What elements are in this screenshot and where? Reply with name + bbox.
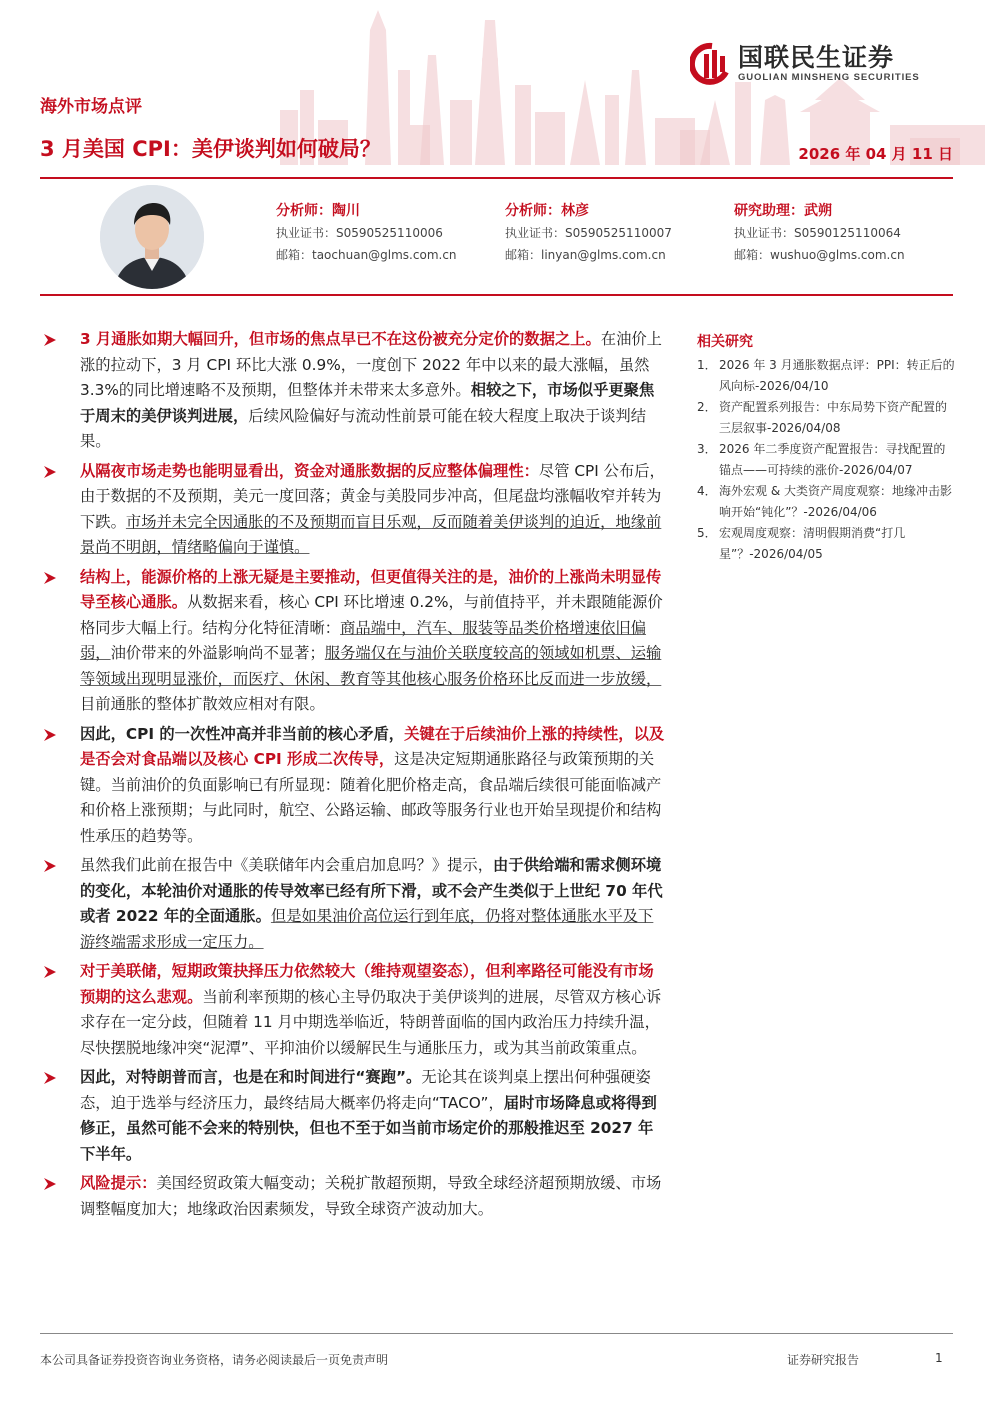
company-logo [690, 38, 960, 90]
footer-divider [40, 1333, 953, 1334]
arrow-bullet-icon [44, 466, 56, 478]
logo-mark-icon [690, 42, 730, 86]
analyst-email[interactable]: 邮箱：taochuan@glms.com.cn [276, 248, 457, 262]
related-item[interactable]: 1． 2026 年 3 月通胀数据点评：PPI：转正后的风向标-2026/04/10 [697, 358, 955, 393]
report-category: 海外市场点评 [40, 97, 142, 117]
bullet-paragraph: 3 月通胀如期大幅回升，但市场的焦点早已不在这份被充分定价的数据之上。在油价上涨的拉动下，3 月 CPI 环比大涨 0.9%，一度创下 2022 年中以来的最大涨幅，虽然 3.3%的同比增速略不及预期，但整体并未带来太多意外。相较之下，市场似乎更聚焦于周末的美伊谈判进展，后续风险偏好与流动性前景可能在较大程度上取决于谈判结果。 [40, 327, 665, 455]
related-research-title: 相关研究 [697, 334, 753, 350]
bullet-paragraph: 风险提示：美国经贸政策大幅变动；关税扩散超预期，导致全球经济超预期放缓、市场调整幅度加大；地缘政治因素频发，导致全球资产波动加大。 [40, 1171, 665, 1222]
page-number: 1 [935, 1351, 943, 1365]
bullet-paragraph: 虽然我们此前在报告中《美联储年内会重启加息吗？》提示，由于供给端和需求侧环境的变化，本轮油价对通胀的传导效率已经有所下滑，或不会产生类似于上世纪 70 年代或者 2022 年的全面通胀。但是如果油价高位运行到年底，仍将对整体通胀水平及下游终端需求形成一定压力。 [40, 853, 665, 955]
footer-report-type: 证券研究报告 [787, 1353, 860, 1367]
related-research-list [697, 355, 955, 565]
analyst-cert: 执业证书：S0590125110064 [734, 226, 901, 240]
footer-disclaimer: 本公司具备证券投资咨询业务资格，请务必阅读最后一页免责声明 [40, 1353, 389, 1367]
report-title: 3 月美国 CPI：美伊谈判如何破局？ [40, 137, 381, 161]
logo-english-name: GUOLIAN MINSHENG SECURITIES [738, 72, 920, 83]
analyst-name: 研究助理：武朔 [734, 203, 832, 219]
analyst-photo [100, 185, 204, 289]
header-divider [40, 177, 953, 179]
related-item[interactable]: 4． 海外宏观 & 大类资产周度观察：地缘冲击影响开始“钝化”？-2026/04/06 [697, 484, 952, 519]
arrow-bullet-icon [44, 572, 56, 584]
report-body [40, 327, 665, 1226]
arrow-bullet-icon [44, 729, 56, 741]
person-icon [100, 185, 204, 289]
analyst-name: 分析师：陶川 [276, 203, 360, 219]
related-item[interactable]: 5． 宏观周度观察：清明假期消费“打几星”？-2026/04/05 [697, 526, 906, 561]
related-item[interactable]: 3． 2026 年二季度资产配置报告：寻找配置的锚点——可持续的涨价-2026/04/07 [697, 442, 946, 477]
arrow-bullet-icon [44, 334, 56, 346]
analyst-cert: 执业证书：S0590525110007 [505, 226, 672, 240]
report-date: 2026 年 04 月 11 日 [798, 145, 953, 163]
logo-chinese-name: 国联民生证券 [738, 43, 895, 72]
analyst-cert: 执业证书：S0590525110006 [276, 226, 443, 240]
bullet-paragraph: 因此，CPI 的一次性冲高并非当前的核心矛盾，关键在于后续油价上涨的持续性，以及是否会对食品端以及核心 CPI 形成二次传导，这是决定短期通胀路径与政策预期的关键。当前油价的负面影响已有所显现：随着化肥价格走高，食品端后续很可能面临减产和价格上涨预期；与此同时，航空、公路运输、邮政等服务行业也开始呈现提价和结构性承压的趋势等。 [40, 722, 665, 850]
bullet-paragraph: 因此，对特朗普而言，也是在和时间进行“赛跑”。无论其在谈判桌上摆出何种强硬姿态，迫于选举与经济压力，最终结局大概率仍将走向“TACO”，届时市场降息或将得到修正，虽然可能不会来的特别快，但也不至于如当前市场定价的那般推迟至 2027 年下半年。 [40, 1065, 665, 1167]
analyst-name: 分析师：林彦 [505, 203, 589, 219]
arrow-bullet-icon [44, 860, 56, 872]
section-divider [40, 294, 953, 296]
analyst-card [734, 200, 964, 266]
arrow-bullet-icon [44, 1178, 56, 1190]
bullet-paragraph: 对于美联储，短期政策抉择压力依然较大（维持观望姿态），但利率路径可能没有市场预期的这么悲观。当前利率预期的核心主导仍取决于美伊谈判的进展，尽管双方核心诉求存在一定分歧，但随着 11 月中期选举临近，特朗普面临的国内政治压力持续升温，尽快摆脱地缘冲突“泥潭”、平抑油价以缓解民生与通胀压力，或为其当前政策重点。 [40, 959, 665, 1061]
bullet-paragraph: 从隔夜市场走势也能明显看出，资金对通胀数据的反应整体偏理性：尽管 CPI 公布后，由于数据的不及预期，美元一度回落；黄金与美股同步冲高，但尾盘均涨幅收窄并转为下跌。市场并未完全因通胀的不及预期而盲目乐观，反而随着美伊谈判的迫近，地缘前景尚不明朗，情绪略偏向于谨慎。 [40, 459, 665, 561]
related-item[interactable]: 2． 资产配置系列报告：中东局势下资产配置的三层叙事-2026/04/08 [697, 400, 948, 435]
bullet-paragraph: 结构上，能源价格的上涨无疑是主要推动，但更值得关注的是，油价的上涨尚未明显传导至核心通胀。从数据来看，核心 CPI 环比增速 0.2%，与前值持平，并未跟随能源价格同步大幅上行。结构分化特征清晰：商品端中，汽车、服装等品类价格增速依旧偏弱，油价带来的外溢影响尚不显著；服务端仅在与油价关联度较高的领域如机票、运输等领域出现明显涨价，而医疗、休闲、教育等其他核心服务价格环比反而进一步放缓，目前通胀的整体扩散效应相对有限。 [40, 565, 665, 718]
arrow-bullet-icon [44, 966, 56, 978]
analyst-email[interactable]: 邮箱：linyan@glms.com.cn [505, 248, 666, 262]
analyst-email[interactable]: 邮箱：wushuo@glms.com.cn [734, 248, 905, 262]
arrow-bullet-icon [44, 1072, 56, 1084]
analyst-card [505, 200, 735, 266]
analyst-card [276, 200, 506, 266]
